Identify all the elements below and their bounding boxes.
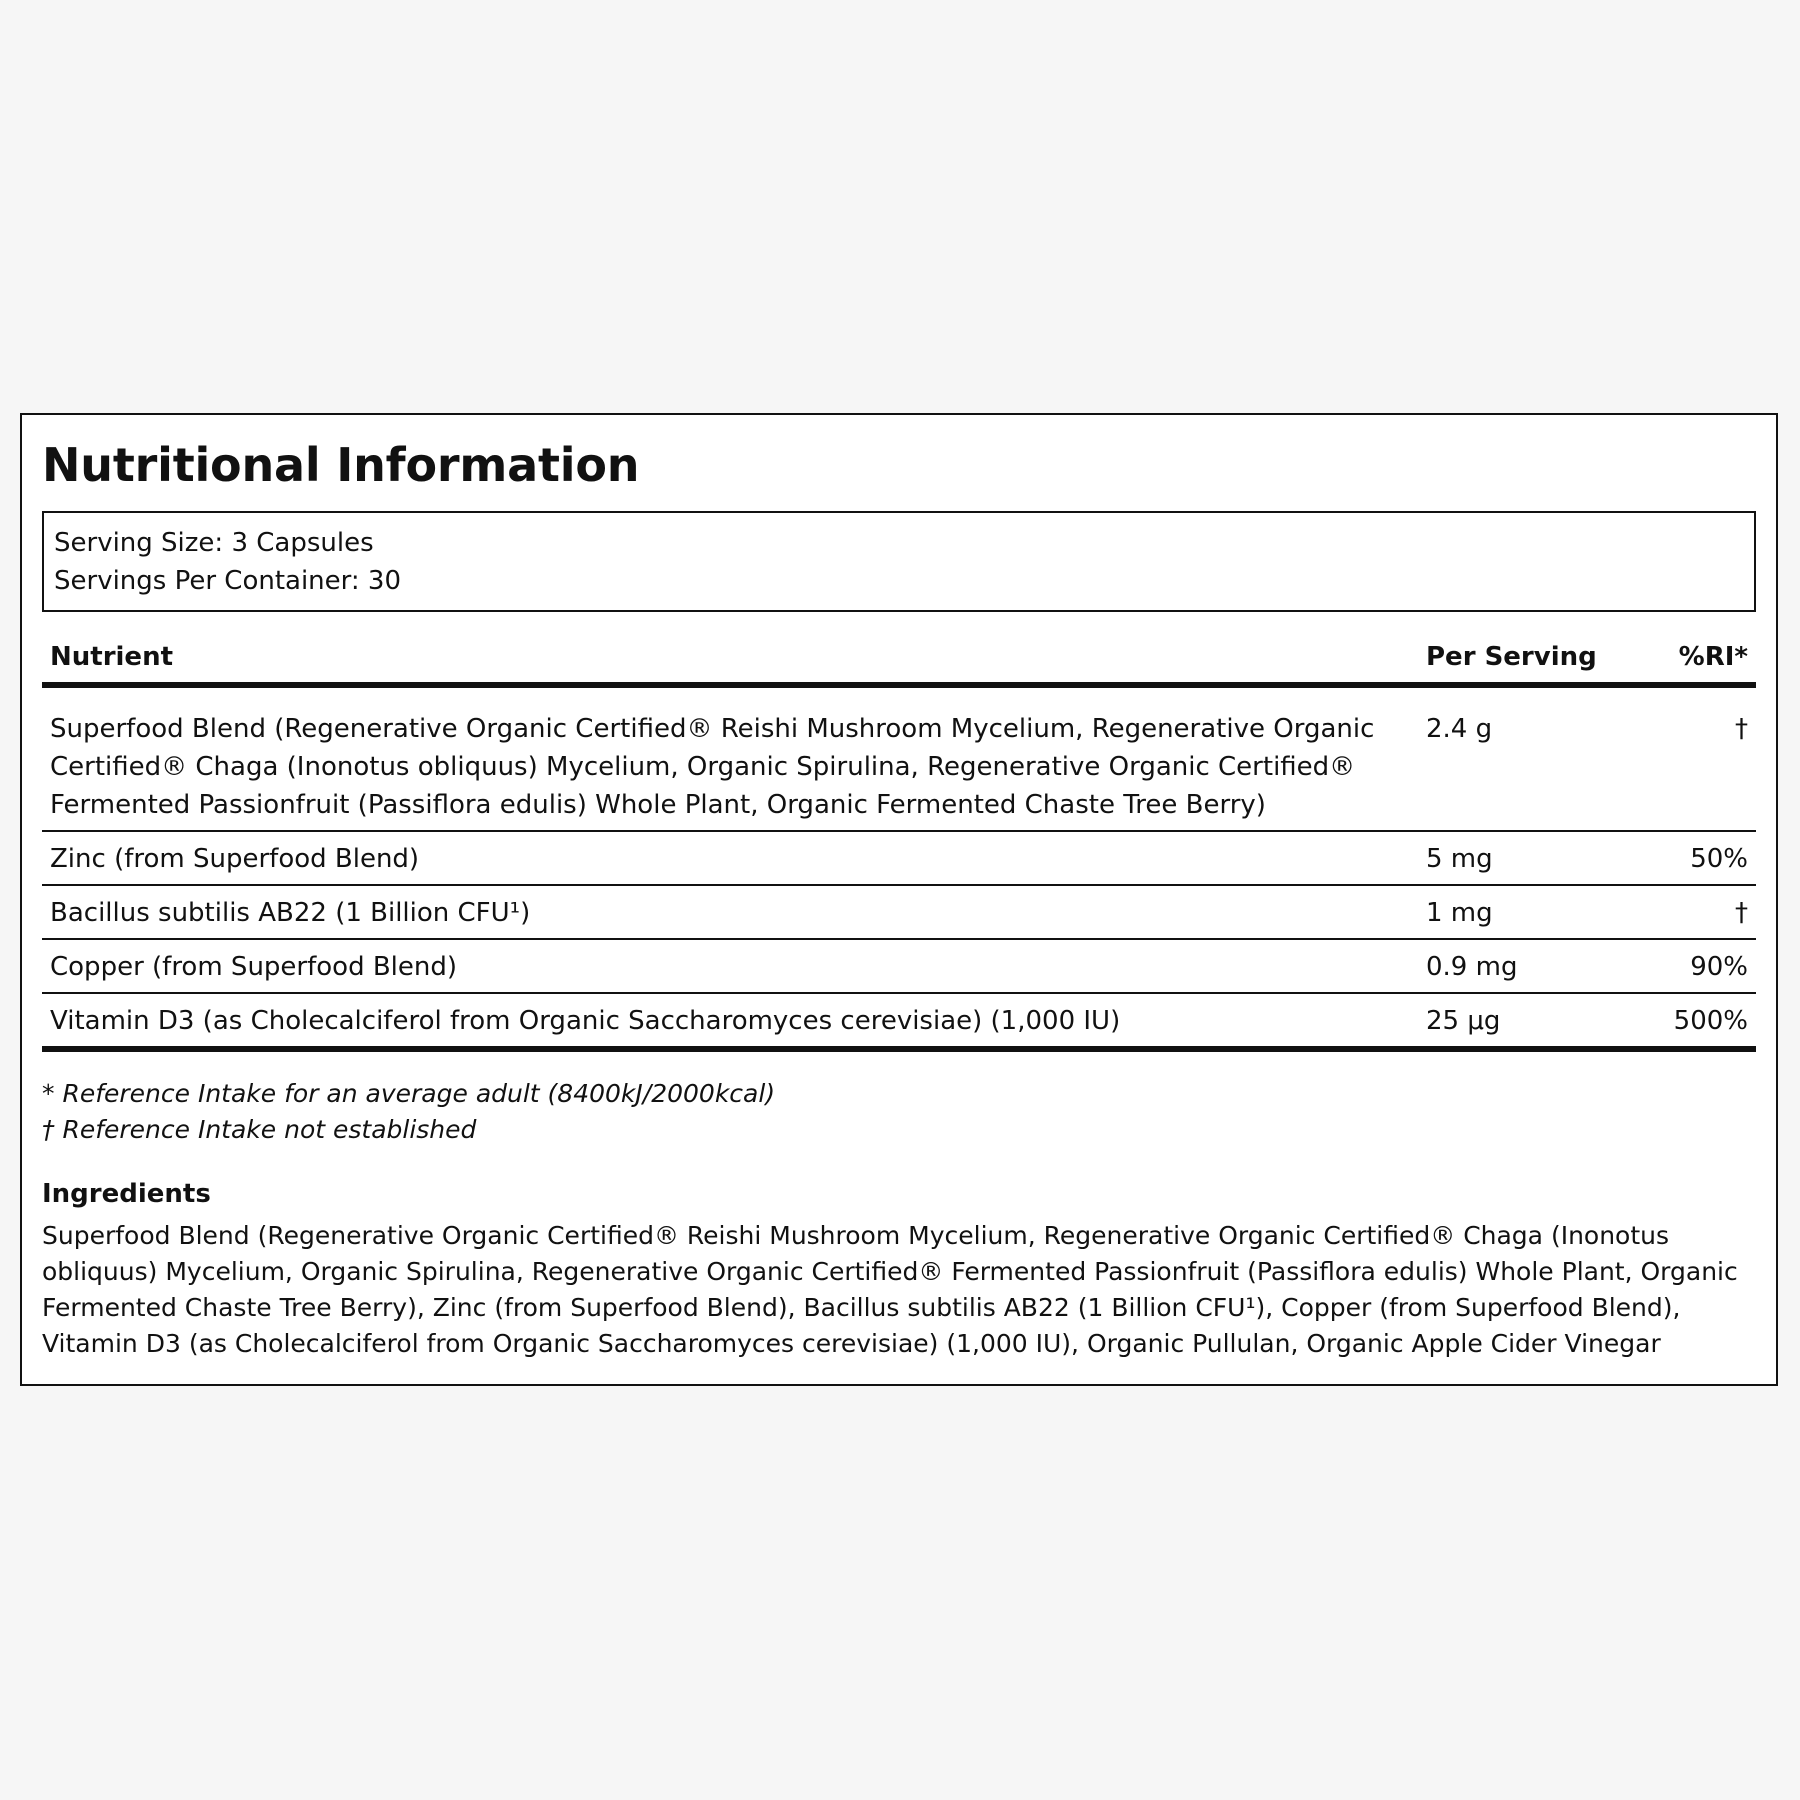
footnote-not-established: † Reference Intake not established (42, 1115, 477, 1145)
page-title: Nutritional Information (42, 438, 640, 492)
nutrient-table (42, 638, 1756, 1052)
nutrition-panel (20, 413, 1778, 1386)
nutrient-name: Vitamin D3 (as Cholecalciferol from Organic Saccharomyces cerevisiae) (1,000 IU) (42, 993, 1418, 1049)
nutrient-ri: 50% (1646, 831, 1756, 885)
nutrient-per-serving: 1 mg (1418, 885, 1646, 939)
header-nutrient: Nutrient (42, 638, 1418, 685)
ingredients-heading: Ingredients (42, 1179, 211, 1210)
table-row (42, 993, 1756, 1049)
table-row (42, 939, 1756, 993)
serving-size: Serving Size: 3 Capsules (54, 528, 374, 559)
nutrient-name: Zinc (from Superfood Blend) (42, 831, 1418, 885)
footnote-reference-intake: * Reference Intake for an average adult (8400kJ/2000kcal) (42, 1079, 776, 1109)
nutrient-per-serving: 25 μg (1418, 993, 1646, 1049)
header-per-serving: Per Serving (1418, 638, 1646, 685)
table-row (42, 885, 1756, 939)
nutrient-ri: 90% (1646, 939, 1756, 993)
servings-per-container: Servings Per Container: 30 (54, 566, 402, 597)
footnotes (42, 1076, 1756, 1148)
nutrient-ri: † (1646, 685, 1756, 831)
nutrient-ri: † (1646, 885, 1756, 939)
nutrient-table-header (42, 638, 1756, 685)
nutrient-name: Superfood Blend (Regenerative Organic Certified® Reishi Mushroom Mycelium, Regenerative Organic Certified® Chaga (Inonotus obliquus) Mycelium, Organic Spirulina, Regenerative Organic Certified® Fermented Passionfruit (Passiflora edulis) Whole Plant, Organic Fermented Chaste Tree Berry) (42, 685, 1418, 831)
ingredients-text: Superfood Blend (Regenerative Organic Certified® Reishi Mushroom Mycelium, Regenerative Organic Certified® Chaga (Inonotus obliquus) Mycelium, Organic Spirulina, Regenerative Organic Certified® Fermented Passionfruit (Passiflora edulis) Whole Plant, Organic Fermented Chaste Tree Berry), Zinc (from Superfood Blend), Bacillus subtilis AB22 (1 Billion CFU¹), Copper (from Superfood Blend), Vitamin D3 (as Cholecalciferol from Organic Saccharomyces cerevisiae) (1,000 IU), Organic Pullulan, Organic Apple Cider Vinegar (42, 1221, 1738, 1359)
nutrient-name: Copper (from Superfood Blend) (42, 939, 1418, 993)
table-row (42, 685, 1756, 831)
table-row (42, 831, 1756, 885)
nutrient-per-serving: 2.4 g (1418, 685, 1646, 831)
nutrient-ri: 500% (1646, 993, 1756, 1049)
nutrient-per-serving: 5 mg (1418, 831, 1646, 885)
serving-info-box (42, 511, 1756, 612)
header-ri: %RI* (1646, 638, 1756, 685)
nutrient-per-serving: 0.9 mg (1418, 939, 1646, 993)
nutrient-name: Bacillus subtilis AB22 (1 Billion CFU¹) (42, 885, 1418, 939)
